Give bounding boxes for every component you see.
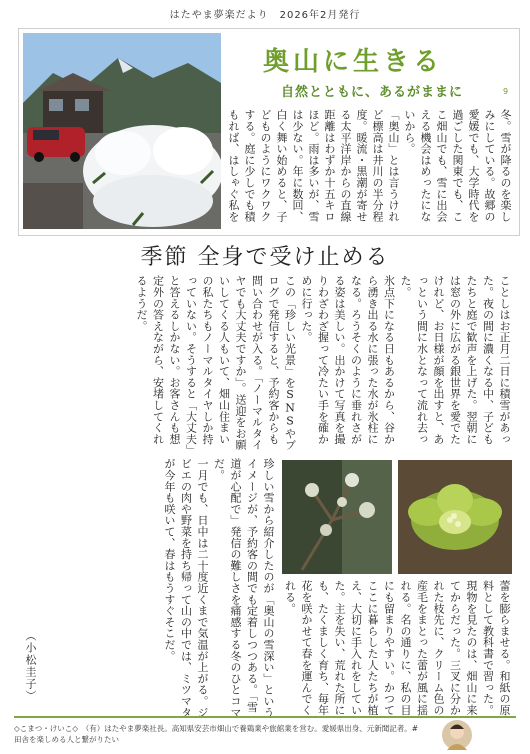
fukinoto-image	[398, 460, 512, 574]
butterbur-sprout-photo	[398, 460, 512, 574]
series-number: 9	[503, 87, 509, 96]
newsletter-header: はたやま夢楽だより 2026年2月発行	[169, 10, 361, 21]
article-text-lower-left: 珍しい雪から紹介したのが「奥山の雪深い」というイメージが、予約客の間でも定着しつつある。「雪道が心配で」発信の難しさを痛感する冬のひとコマだ。 一月でも、日中は二十度近くまで気温が上がる。ジビエの肉や野菜を持ち帰って山の中では、ミツマタが今年も咲いて、春はもうすぐそこだ。	[163, 458, 275, 718]
article-text-lower-right: 蕾を膨らませる。和紙の原料として教科書で習った。現物を見たのは、畑山に来てからだった。三叉に分かれた枝先に、クリーム色の産毛をまとった蕾が風に揺れる。名の通りに、私の目にも留まりやすい。かつてここに暮らした人たちが植え、大切に手入れをしていた。主を失い、荒れた所にも、たくましく育ち、毎年花を咲かせて春を運んでくれる。	[283, 580, 511, 716]
snow-house-photo	[23, 33, 221, 229]
footer	[14, 716, 516, 744]
series-subtitle: 自然とともに、あるがままに	[281, 85, 464, 100]
article-text-upper: ことしはお正月二日に積雪があった。夜の間に濃くなる中、子どもたちと庭で歓声を上げた。翌朝には窓の外に広がる銀世界を愛でたけれど、お日様が顔を出すと、あっという間に水となって流れ去った。 氷点下になる日もあるから、谷から湧き出る水に張った水が氷柱になる。ろうそくのように垂れさがる姿は美しい。出かけて写真を撮りわざわざ握って冷たい手を確かめに行った。 この「珍しい光景」をSNSやブログで発信すると、予約客からも問い合わせが入る。「ノーマルタイヤでも大丈夫ですか」。送迎をお願いしてくる人もいて、畑山住まいの私たちもノーマルタイヤしか持っていない。そうすると「大丈夫」と答えるしかない。お客さんも想定外の答えながら、安堵してくれるようだ。	[135, 275, 511, 451]
mitsumata-buds-photo	[282, 460, 392, 574]
intro-text: 冬。雪が降るのを楽しみにしている。故郷の愛媛でも、大学時代を過ごした関東でも、ここ畑山でも、雪に出会える機会はめったにないから。 「奥山」とは言うけれど標高は井川の半分程度。暖流・黒潮が寄せる太平洋岸からの直線距離はわずか十五キロほど。雨は多いが、雪は少ない。年に数回、白く舞い始めると、子どものようにワクワクする。庭に少しでも積もれば、はしゃぐ私を	[227, 109, 512, 222]
author-profile: ◇こまつ・けいこ◇ （有）はたやま夢楽社長。高知県安芸市畑山で養鶏業や旅館業を営む。愛媛県出身、元新聞記者。#田舎を楽しめる人と繋がりたい	[14, 724, 419, 744]
portrait-image	[442, 720, 472, 750]
snow-house-image	[23, 33, 221, 229]
series-title: 奥山に生きる	[263, 47, 444, 77]
author-credit: （小松圭子）	[24, 630, 37, 702]
mitsumata-image	[282, 460, 392, 574]
author-portrait	[442, 720, 472, 750]
article-headline: 季節 全身で受け止める	[140, 245, 390, 270]
intro-section	[18, 28, 520, 236]
